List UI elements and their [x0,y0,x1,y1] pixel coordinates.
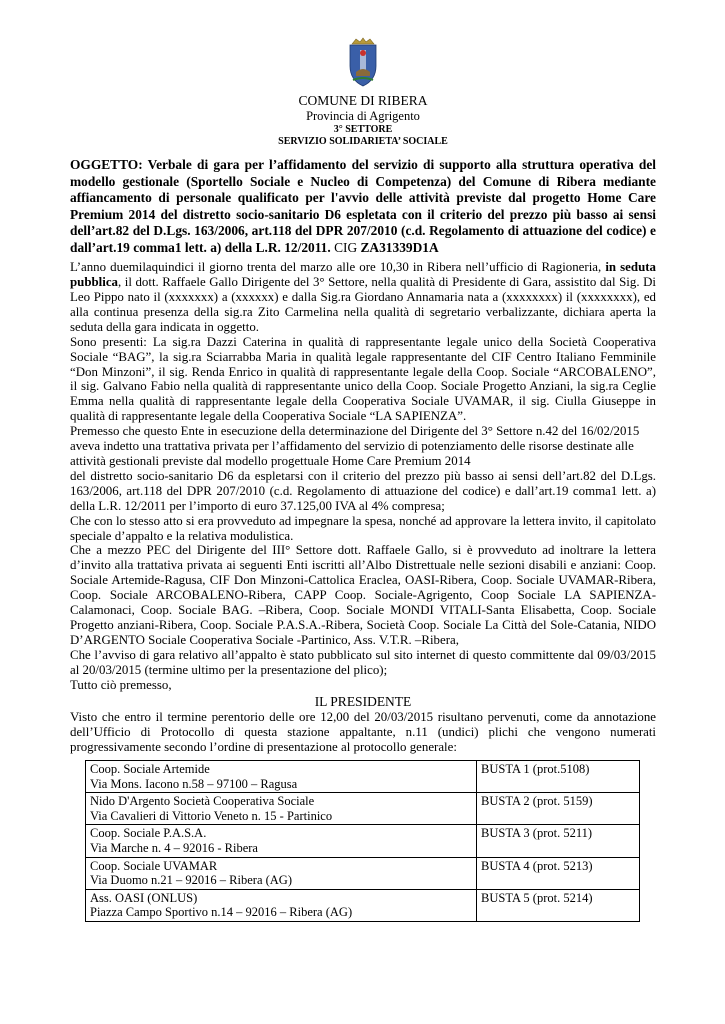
ente-cell [86,761,477,793]
opening-text-b: , il dott. Raffaele Gallo Dirigente del 3° Settore, nella qualità di Presidente di Gara, assistito dal Sig. Di Leo Pippo nato il (xxxxxxx) a (xxxxxx) e dalla Sig.ra Giordano Annamaria nata a (xxxxxxxx) il (xxxxxxxx), ed alla continua presenza della sig.ra Zito Carmelina nella qualità di segretario verbalizzante, dichiara aperta la seduta della gara indicata in oggetto. [70,275,656,334]
opening-paragraph [70,260,656,335]
pec-paragraph: Che a mezzo PEC del Dirigente del III° Settore dott. Raffaele Gallo, si è provveduto ad inoltrare la lettera d’invito alla trattativa privata ai seguenti Enti iscritti all’Albo Distrettuale nelle sezioni disabili e anziani: Coop. Sociale Artemide-Ragusa, CIF Don Minzoni-Cattolica Eraclea, OASI-Ribera, Coop. Sociale UVAMAR-Ribera, Coop. Sociale ARCOBALENO-Ribera, CAPP Coop. Sociale-Agrigento, Coop Sociale LA SAPIENZA-Calamonaci, Coop. Sociale BAG. –Ribera, Coop. Sociale MONDI VITALI-Santa Elisabetta, Coop. Sociale Progetto anziani-Ribera, Coop. Sociale P.A.S.A.-Ribera, Società Coop. Sociale La Città del Sole-Catania, NIDO D’ARGENTO Sociale Cooperativa Sociale -Partinico, Ass. V.T.R. –Ribera, [70,543,656,647]
busta-cell: BUSTA 2 (prot. 5159) [477,793,640,825]
presidente-heading: IL PRESIDENTE [314,694,412,710]
avviso-paragraph: Che l’avviso di gara relativo all’appalto è stato pubblicato sul sito internet di questo committente dal 09/03/2015 al 20/03/2015 (termine ultimo per la presentazione del plico); [70,647,656,677]
distretto-paragraph: del distretto socio-sanitario D6 da espletarsi con il criterio del prezzo più basso ai sensi dell’art.82 del D.Lgs. 163/2006, art.118 del DPR 207/2010 (c.d. Regolamento di attuazione del codice) e dall’art.19 comma1 lett. a) della L.R. 12/2011 per l’importo di euro 37.125,00 IVA al 4% compresa; [70,468,656,513]
oggetto-text: OGGETTO: Verbale di gara per l’affidamento del servizio di supporto alla struttura operativa del modello gestionale (Sportello Sociale e Nucleo di Competenza) del Comune di Ribera mediante affiancamento di personale qualificato per l'avvio delle attività previste dal progetto Home Care Premium 2014 del distretto socio-sanitario D6 espletata con il criterio del prezzo più basso ai sensi dell’art.82 del D.Lgs. 163/2006, art.118 del DPR 207/2010 (c.d. Regolamento di attuazione del codice) e dall’art.19 comma1 lett. a) della L.R. 12/2011. [70,157,656,255]
busta-cell: BUSTA 3 (prot. 5211) [477,825,640,857]
impegno-paragraph: Che con lo stesso atto si era provveduto ad impegnare la spesa, nonché ad approvare la lettera invito, il capitolato speciale d’appalto e la relativa modulistica. [70,513,656,543]
ente-name: Coop. Sociale Artemide [90,762,210,777]
cig-code: ZA31339D1A [360,239,439,255]
provincia-subtitle: Provincia di Agrigento [306,109,420,124]
ente-name: Ass. OASI (ONLUS) [90,890,198,905]
document-page [70,36,656,922]
table-row [86,793,640,825]
visto-paragraph: Visto che entro il termine perentorio delle ore 12,00 del 20/03/2015 risultano pervenuti, come da annotazione dell’Ufficio di Protocollo di questa stazione appaltante, n.11 (undici) plichi che vengono numerati progressivamente secondo l’ordine di presentazione al protocollo generale: [70,710,656,755]
ente-name: Nido D'Argento Società Cooperativa Sociale [90,794,315,809]
premesso-paragraph: Premesso che questo Ente in esecuzione della determinazione del Dirigente del 3° Settore n.42 del 16/02/2015 aveva indetto una trattativa privata per l’affidamento del servizio di potenziamento delle risorse destinate alle attività gestionali previste dal modello progettuale Home Care Premium 2014 [70,424,640,468]
opening-text-a: L’anno duemilaquindici il giorno trenta del marzo alle ore 10,30 in Ribera nell’ufficio di Ragioneria, [70,260,602,275]
verbale-body [70,260,656,755]
ente-name: Coop. Sociale P.A.S.A. [90,826,207,841]
busta-cell: BUSTA 1 (prot.5108) [477,761,640,793]
ente-cell [86,825,477,857]
table-row [86,889,640,921]
municipal-crest-icon [346,36,380,88]
ente-address: Via Cavalieri di Vittorio Veneto n. 15 - Partinico [90,808,333,823]
settore-label: 3° SETTORE [333,124,393,136]
ente-cell [86,857,477,889]
ente-address: Via Marche n. 4 – 92016 - Ribera [90,841,258,856]
servizio-label: SERVIZIO SOLIDARIETA’ SOCIALE [278,136,448,148]
ente-address: Piazza Campo Sportivo n.14 – 92016 – Ribera (AG) [90,905,353,920]
oggetto-paragraph [70,157,656,256]
cig-label: CIG [334,239,358,255]
ente-address: Via Duomo n.21 – 92016 – Ribera (AG) [90,873,292,888]
opening-text-bold: in seduta pubblica [70,260,656,290]
busta-cell: BUSTA 4 (prot. 5213) [477,857,640,889]
ente-cell [86,793,477,825]
table-row [86,857,640,889]
document-header [70,93,656,148]
table-row [86,825,640,857]
premesso-closing: Tutto ciò premesso, [70,677,172,692]
ente-cell [86,889,477,921]
presenti-paragraph: Sono presenti: La sig.ra Dazzi Caterina in qualità di rappresentante legale unico della Società Cooperativa Sociale “BAG”, la sig.ra Sciarrabba Maria in qualità legale rappresentante del CIF Centro Italiano Femminile “Don Minzoni”, il sig. Renda Enrico in qualità di rappresentante legale della Coop. Sociale “ARCOBALENO”, il sig. Galvano Fabio nella qualità di rappresentante unico della Coop. Sociale Progetto Anziani, la sig.ra Ceglie Emma nella qualità di rappresentante legale della Cooperativa Sociale UVAMAR, il sig. Ciulla Giuseppe in qualità di rappresentante legale della Cooperativa Sociale “LA SAPIENZA”. [70,334,656,424]
ente-address: Via Mons. Iacono n.58 – 97100 – Ragusa [90,776,298,791]
buste-table [85,760,640,922]
busta-cell: BUSTA 5 (prot. 5214) [477,889,640,921]
table-row [86,761,640,793]
comune-title: COMUNE DI RIBERA [298,93,428,108]
ente-name: Coop. Sociale UVAMAR [90,858,218,873]
